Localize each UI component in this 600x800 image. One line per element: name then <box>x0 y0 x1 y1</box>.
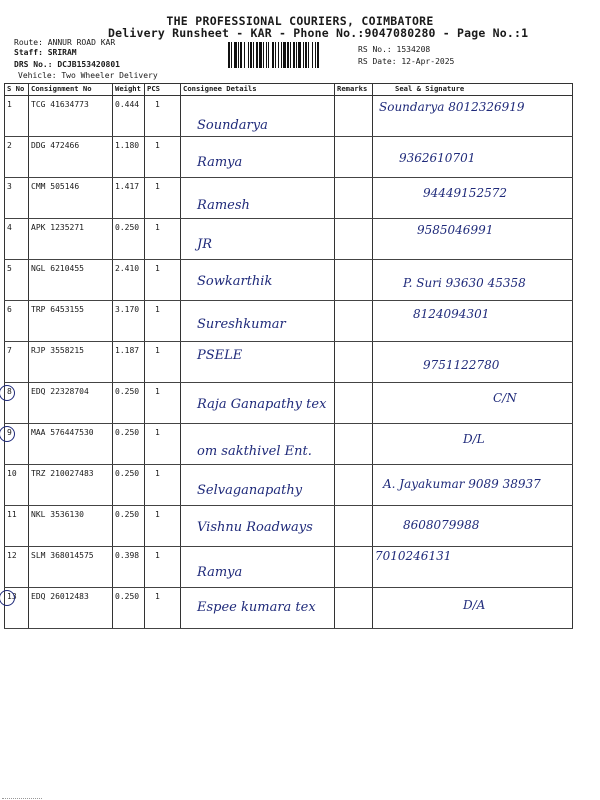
weight-value: 1.180 <box>115 141 140 150</box>
sno-cell <box>5 588 29 629</box>
serial-number: 12 <box>7 551 17 560</box>
signature-cell <box>373 342 573 383</box>
consignment-cell <box>29 465 113 506</box>
barcode-bar <box>259 42 262 68</box>
sno-cell <box>5 342 29 383</box>
column-header: Weight <box>113 84 145 96</box>
consignee-cell <box>181 465 335 506</box>
sno-cell <box>5 260 29 301</box>
consignment-cell <box>29 178 113 219</box>
consignee-cell <box>181 424 335 465</box>
weight-value: 1.187 <box>115 346 140 355</box>
consignment-cell <box>29 137 113 178</box>
barcode-bar <box>231 42 232 68</box>
table-header-row <box>5 84 573 96</box>
pcs-cell <box>145 260 181 301</box>
consignment-number: TCG 41634773 <box>31 100 89 109</box>
consignment-cell <box>29 547 113 588</box>
runsheet-table <box>4 83 573 629</box>
weight-cell <box>113 547 145 588</box>
pcs-value: 1 <box>155 141 160 150</box>
consignment-number: EDQ 26012483 <box>31 592 89 601</box>
consignee-name: Sureshkumar <box>197 317 286 332</box>
remarks-cell <box>335 301 373 342</box>
signature-cell <box>373 219 573 260</box>
remarks-cell <box>335 588 373 629</box>
barcode-bar <box>244 42 245 68</box>
staff-label: Staff: SRIRAM <box>14 48 77 57</box>
weight-value: 3.170 <box>115 305 140 314</box>
sno-cell <box>5 383 29 424</box>
weight-cell <box>113 219 145 260</box>
handwritten-signature: P. Suri 93630 45358 <box>403 276 526 290</box>
serial-number: 2 <box>7 141 12 150</box>
pcs-cell <box>145 301 181 342</box>
weight-value: 0.250 <box>115 223 140 232</box>
vehicle-label: Vehicle: Two Wheeler Delivery <box>18 71 158 80</box>
table-row <box>5 301 573 342</box>
consignment-cell <box>29 219 113 260</box>
serial-number: 7 <box>7 346 12 355</box>
consignment-cell <box>29 96 113 137</box>
remarks-cell <box>335 506 373 547</box>
consignee-name: Soundarya <box>197 118 268 133</box>
consignee-name: Selvaganapathy <box>197 483 303 498</box>
weight-value: 0.250 <box>115 428 140 437</box>
weight-cell <box>113 342 145 383</box>
pcs-cell <box>145 219 181 260</box>
ink-circle-mark <box>0 590 15 606</box>
consignee-name: JR <box>197 237 212 252</box>
consignee-name: Vishnu Roadways <box>197 520 313 535</box>
pcs-cell <box>145 383 181 424</box>
table-row <box>5 178 573 219</box>
column-header: PCS <box>145 84 181 96</box>
sno-cell <box>5 547 29 588</box>
pcs-cell <box>145 424 181 465</box>
barcode-icon <box>228 42 354 68</box>
consignee-cell <box>181 178 335 219</box>
barcode-bar <box>253 42 254 68</box>
barcode-bar <box>287 42 289 68</box>
consignment-cell <box>29 301 113 342</box>
pcs-value: 1 <box>155 510 160 519</box>
remarks-cell <box>335 547 373 588</box>
table-row <box>5 547 573 588</box>
drs-number: DRS No.: DCJB153420801 <box>14 60 120 69</box>
serial-number: 9 <box>7 428 12 437</box>
consignment-number: NGL 6210455 <box>31 264 84 273</box>
consignee-cell <box>181 342 335 383</box>
barcode-bar <box>296 42 297 68</box>
barcode-bar <box>281 42 282 68</box>
handwritten-signature: 7010246131 <box>375 549 452 563</box>
serial-number: 4 <box>7 223 12 232</box>
consignment-number: TRP 6453155 <box>31 305 84 314</box>
remarks-cell <box>335 342 373 383</box>
table-row <box>5 588 573 629</box>
barcode-bar <box>312 42 313 68</box>
rs-date: RS Date: 12-Apr-2025 <box>358 57 455 66</box>
weight-value: 0.398 <box>115 551 140 560</box>
sno-cell <box>5 465 29 506</box>
pcs-cell <box>145 96 181 137</box>
pcs-value: 1 <box>155 264 160 273</box>
route-label: Route: ANNUR ROAD KAR <box>14 38 116 47</box>
pcs-value: 1 <box>155 428 160 437</box>
consignment-number: TRZ 210027483 <box>31 469 94 478</box>
signature-cell <box>373 137 573 178</box>
serial-number: 8 <box>7 387 12 396</box>
handwritten-signature: 8124094301 <box>413 307 490 321</box>
barcode-bar <box>308 42 309 68</box>
barcode-bar <box>234 42 237 68</box>
serial-number: 1 <box>7 100 12 109</box>
barcode-bar <box>293 42 295 68</box>
weight-cell <box>113 260 145 301</box>
pcs-value: 1 <box>155 592 160 601</box>
signature-cell <box>373 383 573 424</box>
pcs-cell <box>145 465 181 506</box>
barcode-bar <box>305 42 307 68</box>
column-header: Consignment No <box>29 84 113 96</box>
weight-cell <box>113 301 145 342</box>
pcs-cell <box>145 588 181 629</box>
consignee-cell <box>181 383 335 424</box>
column-header: Remarks <box>335 84 373 96</box>
consignment-number: RJP 3558215 <box>31 346 84 355</box>
weight-cell <box>113 178 145 219</box>
pcs-cell <box>145 137 181 178</box>
handwritten-signature: 8608079988 <box>403 518 480 532</box>
barcode-bar <box>248 42 249 68</box>
pcs-value: 1 <box>155 469 160 478</box>
remarks-cell <box>335 465 373 506</box>
scan-edge <box>2 790 42 799</box>
signature-cell <box>373 465 573 506</box>
barcode-bar <box>256 42 258 68</box>
barcode-bar <box>315 42 316 68</box>
consignee-cell <box>181 588 335 629</box>
barcode-bar <box>317 42 319 68</box>
ink-circle-mark <box>0 385 15 401</box>
signature-cell <box>373 301 573 342</box>
sno-cell <box>5 96 29 137</box>
consignee-name: PSELE <box>197 348 243 363</box>
weight-value: 0.250 <box>115 510 140 519</box>
remarks-cell <box>335 424 373 465</box>
pcs-value: 1 <box>155 551 160 560</box>
remarks-cell <box>335 260 373 301</box>
consignment-cell <box>29 588 113 629</box>
signature-cell <box>373 424 573 465</box>
pcs-value: 1 <box>155 182 160 191</box>
pcs-value: 1 <box>155 346 160 355</box>
consignment-cell <box>29 424 113 465</box>
table-row <box>5 342 573 383</box>
consignee-name: Ramya <box>197 155 243 170</box>
sno-cell <box>5 301 29 342</box>
barcode-bar <box>283 42 286 68</box>
serial-number: 13 <box>7 592 17 601</box>
column-header: S No <box>5 84 29 96</box>
consignee-name: Raja Ganapathy tex <box>197 397 327 412</box>
handwritten-signature: Soundarya 8012326919 <box>379 100 525 114</box>
weight-value: 0.250 <box>115 592 140 601</box>
barcode-bar <box>250 42 252 68</box>
weight-cell <box>113 96 145 137</box>
consignment-cell <box>29 260 113 301</box>
pcs-value: 1 <box>155 305 160 314</box>
barcode-bar <box>228 42 230 68</box>
remarks-cell <box>335 219 373 260</box>
signature-cell <box>373 506 573 547</box>
table-row <box>5 96 573 137</box>
consignee-cell <box>181 301 335 342</box>
pcs-value: 1 <box>155 100 160 109</box>
table-row <box>5 260 573 301</box>
barcode-bar <box>240 42 242 68</box>
barcode-bar <box>298 42 301 68</box>
pcs-value: 1 <box>155 387 160 396</box>
sno-cell <box>5 137 29 178</box>
weight-cell <box>113 588 145 629</box>
table-row <box>5 465 573 506</box>
handwritten-signature: 9362610701 <box>399 151 476 165</box>
remarks-cell <box>335 383 373 424</box>
weight-value: 1.417 <box>115 182 140 191</box>
consignee-name: Sowkarthik <box>197 274 273 289</box>
consignment-number: MAA 576447530 <box>31 428 94 437</box>
weight-cell <box>113 424 145 465</box>
sno-cell <box>5 506 29 547</box>
consignment-number: DDG 472466 <box>31 141 80 150</box>
barcode-bar <box>238 42 239 68</box>
handwritten-signature: 94449152572 <box>423 186 507 200</box>
handwritten-signature: A. Jayakumar 9089 38937 <box>383 477 541 491</box>
barcode-bar <box>303 42 304 68</box>
consignment-number: CMM 505146 <box>31 182 80 191</box>
consignment-cell <box>29 342 113 383</box>
weight-value: 2.410 <box>115 264 140 273</box>
sno-cell <box>5 424 29 465</box>
column-header: Seal & Signature <box>373 84 573 96</box>
consignee-cell <box>181 547 335 588</box>
barcode-bar <box>272 42 274 68</box>
company-name: THE PROFESSIONAL COURIERS, COIMBATORE <box>166 14 434 28</box>
serial-number: 10 <box>7 469 17 478</box>
consignment-cell <box>29 506 113 547</box>
consignment-number: SLM 368014575 <box>31 551 94 560</box>
signature-cell <box>373 588 573 629</box>
pcs-cell <box>145 178 181 219</box>
table-row <box>5 506 573 547</box>
handwritten-signature: C/N <box>493 391 517 405</box>
table-row <box>5 424 573 465</box>
signature-cell <box>373 96 573 137</box>
barcode-bar <box>275 42 276 68</box>
consignee-cell <box>181 506 335 547</box>
weight-cell <box>113 465 145 506</box>
handwritten-signature: D/L <box>463 432 485 446</box>
consignee-name: Ramesh <box>197 198 250 213</box>
serial-number: 3 <box>7 182 12 191</box>
pcs-cell <box>145 342 181 383</box>
signature-cell <box>373 547 573 588</box>
remarks-cell <box>335 137 373 178</box>
signature-cell <box>373 178 573 219</box>
serial-number: 6 <box>7 305 12 314</box>
handwritten-signature: D/A <box>463 598 486 612</box>
consignment-cell <box>29 383 113 424</box>
signature-cell <box>373 260 573 301</box>
table-row <box>5 219 573 260</box>
consignee-name: om sakthivel Ent. <box>197 444 312 459</box>
sno-cell <box>5 219 29 260</box>
weight-cell <box>113 506 145 547</box>
runsheet-title: Delivery Runsheet - KAR - Phone No.:9047080280 - Page No.:1 <box>108 26 529 40</box>
consignee-cell <box>181 260 335 301</box>
rs-number: RS No.: 1534208 <box>358 45 431 54</box>
remarks-cell <box>335 178 373 219</box>
sno-cell <box>5 178 29 219</box>
pcs-cell <box>145 547 181 588</box>
weight-cell <box>113 137 145 178</box>
serial-number: 5 <box>7 264 12 273</box>
table-row <box>5 137 573 178</box>
consignee-name: Ramya <box>197 565 243 580</box>
remarks-cell <box>335 96 373 137</box>
consignee-cell <box>181 219 335 260</box>
weight-value: 0.250 <box>115 469 140 478</box>
serial-number: 11 <box>7 510 17 519</box>
consignment-number: APK 1235271 <box>31 223 84 232</box>
barcode-bar <box>278 42 279 68</box>
barcode-bar <box>290 42 291 68</box>
pcs-cell <box>145 506 181 547</box>
handwritten-signature: 9585046991 <box>417 223 494 237</box>
barcode-bar <box>263 42 264 68</box>
ink-circle-mark <box>0 426 15 442</box>
barcode-bar <box>266 42 267 68</box>
pcs-value: 1 <box>155 223 160 232</box>
table-row <box>5 383 573 424</box>
consignment-number: EDQ 22328704 <box>31 387 89 396</box>
consignee-cell <box>181 96 335 137</box>
weight-value: 0.444 <box>115 100 140 109</box>
consignee-name: Espee kumara tex <box>197 600 316 615</box>
handwritten-signature: 9751122780 <box>423 358 500 372</box>
weight-cell <box>113 383 145 424</box>
consignment-number: NKL 3536130 <box>31 510 84 519</box>
column-header: Consignee Details <box>181 84 335 96</box>
barcode-bar <box>268 42 269 68</box>
weight-value: 0.250 <box>115 387 140 396</box>
consignee-cell <box>181 137 335 178</box>
